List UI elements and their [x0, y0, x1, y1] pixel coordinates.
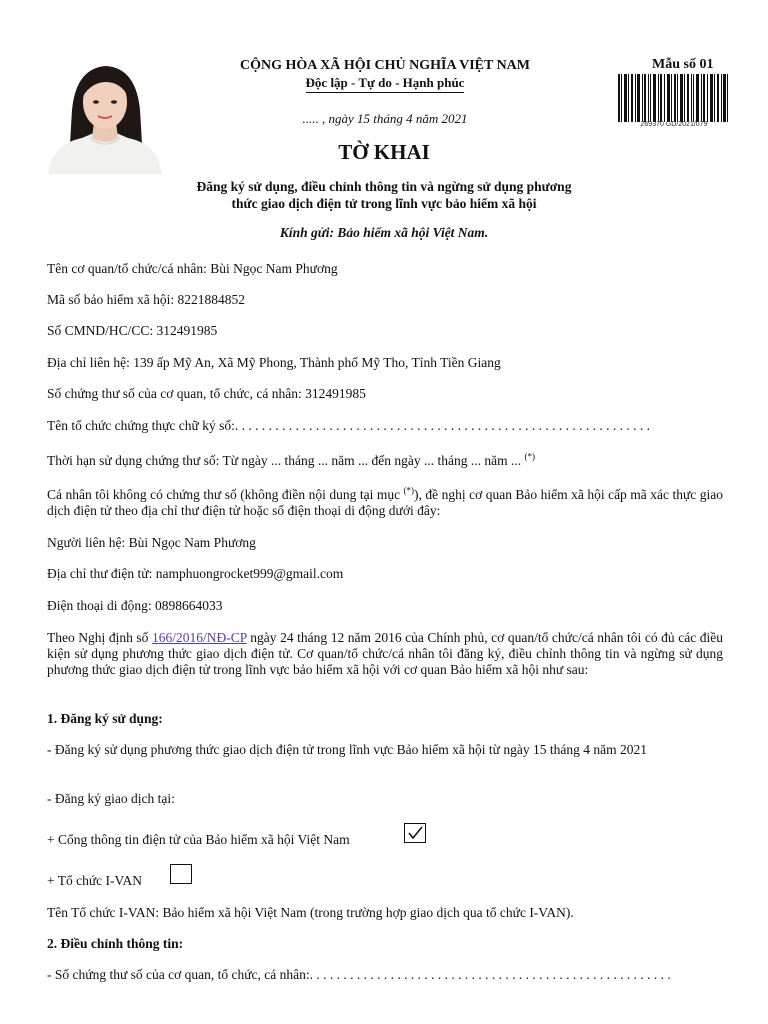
- document-title: TỜ KHAI: [338, 140, 430, 164]
- no-cert-mark: (*): [403, 485, 415, 496]
- portal-option-label: + Cổng thông tin điện tử của Bảo hiểm xã hội Việt Nam: [47, 832, 350, 847]
- document-header: [170, 58, 600, 127]
- decree-text-before: Theo Nghị định số: [47, 630, 152, 645]
- id-number-field: Số CMND/HC/CC: 312491985: [47, 323, 218, 338]
- nation-title: CỘNG HÒA XÃ HỘI CHỦ NGHĨA VIỆT NAM: [239, 58, 530, 73]
- insurance-code-field: Mã số bảo hiểm xã hội: 8221884852: [47, 292, 245, 307]
- form-code: Mẫu số 01: [652, 57, 714, 72]
- section-2-cert-number: - Số chứng thư số của cơ quan, tổ chức, cá nhân:. . . . . . . . . . . . . . . . . . . . . . . . . . . . . . . . . . . . . . . . . . . . . . . . . . . . . .: [47, 967, 671, 982]
- ivan-name-text: Tên Tổ chức I-VAN: Bảo hiểm xã hội Việt Nam (trong trường hợp giao dịch qua tổ chức I-VAN).: [47, 905, 574, 920]
- decree-text-after: ngày 24 tháng 12 năm 2016 của Chính phủ, cơ quan/tổ chức/cá nhân tôi có đủ các điều kiện sử dụng phương thức giao dịch điện tử. Cơ quan/tổ chức/cá nhân tôi đăng ký, điều chỉnh thông tin và ngừng sử dụng phương thức giao dịch điện tử trong lĩnh vực bảo hiểm xã hội với cơ quan Bảo hiểm xã hội như sau:: [47, 630, 723, 677]
- barcode-number: 269370 GD/2021/079: [640, 121, 708, 128]
- contact-person-field: Người liên hệ: Bùi Ngọc Nam Phương: [47, 535, 256, 550]
- portal-checkbox[interactable]: [404, 823, 426, 843]
- no-cert-text-2: ), đề nghị cơ quan Bảo hiểm xã hội cấp mã xác thực giao dịch điện tử theo địa chỉ thư điện tử hoặc số điện thoại di động dưới đây:: [47, 487, 723, 518]
- section-2-heading: 2. Điều chỉnh thông tin:: [47, 936, 184, 951]
- ivan-option-label: + Tổ chức I-VAN: [47, 873, 143, 888]
- cert-period-mark: (*): [524, 451, 535, 462]
- decree-paragraph: [47, 630, 723, 678]
- section-1-heading: 1. Đăng ký sử dụng:: [47, 711, 163, 726]
- greeting: Kính gửi: Bảo hiểm xã hội Việt Nam.: [279, 225, 489, 240]
- address-field: Địa chỉ liên hệ: 139 ấp Mỹ An, Xã Mỹ Phong, Thành phố Mỹ Tho, Tỉnh Tiền Giang: [47, 355, 501, 370]
- document-subtitle: [150, 178, 618, 212]
- date-line: ..... , ngày 15 tháng 4 năm 2021: [302, 111, 468, 126]
- register-at-text: - Đăng ký giao dịch tại:: [47, 791, 175, 806]
- barcode-image: [617, 74, 729, 122]
- email-field: Địa chỉ thư điện tử: namphuongrocket999@gmail.com: [47, 566, 344, 581]
- no-cert-paragraph: [47, 487, 723, 519]
- cert-period-field: [47, 453, 723, 469]
- subtitle-line-1: Đăng ký sử dụng, điều chỉnh thông tin và ngừng sử dụng phương: [196, 179, 572, 194]
- cert-org-field: Tên tổ chức chứng thực chữ ký số:. . . . . . . . . . . . . . . . . . . . . . . . . . . . . . . . . . . . . . . . . . . . . . . . . . . . . . . . . . . . . .: [47, 418, 650, 433]
- cert-period-text: Thời hạn sử dụng chứng thư số: Từ ngày ... tháng ... năm ... đến ngày ... tháng ... năm ...: [47, 453, 522, 468]
- cert-number-field: Số chứng thư số của cơ quan, tổ chức, cá nhân: 312491985: [47, 386, 366, 401]
- no-cert-text-1: Cá nhân tôi không có chứng thư số (không điền nội dung tại mục: [47, 487, 401, 502]
- phone-field: Điện thoại di động: 0898664033: [47, 598, 223, 613]
- org-name-field: Tên cơ quan/tổ chức/cá nhân: Bùi Ngọc Nam Phương: [47, 261, 338, 276]
- decree-link[interactable]: 166/2016/NĐ-CP: [151, 630, 247, 645]
- ivan-checkbox[interactable]: [170, 864, 192, 884]
- subtitle-line-2: thức giao dịch điện tử trong lĩnh vực bảo hiểm xã hội: [231, 196, 537, 211]
- national-motto: Độc lập - Tự do - Hạnh phúc: [306, 75, 465, 93]
- register-from-text: - Đăng ký sử dụng phương thức giao dịch điện tử trong lĩnh vực Bảo hiểm xã hội từ ngày 15 tháng 4 năm 2021: [47, 742, 647, 757]
